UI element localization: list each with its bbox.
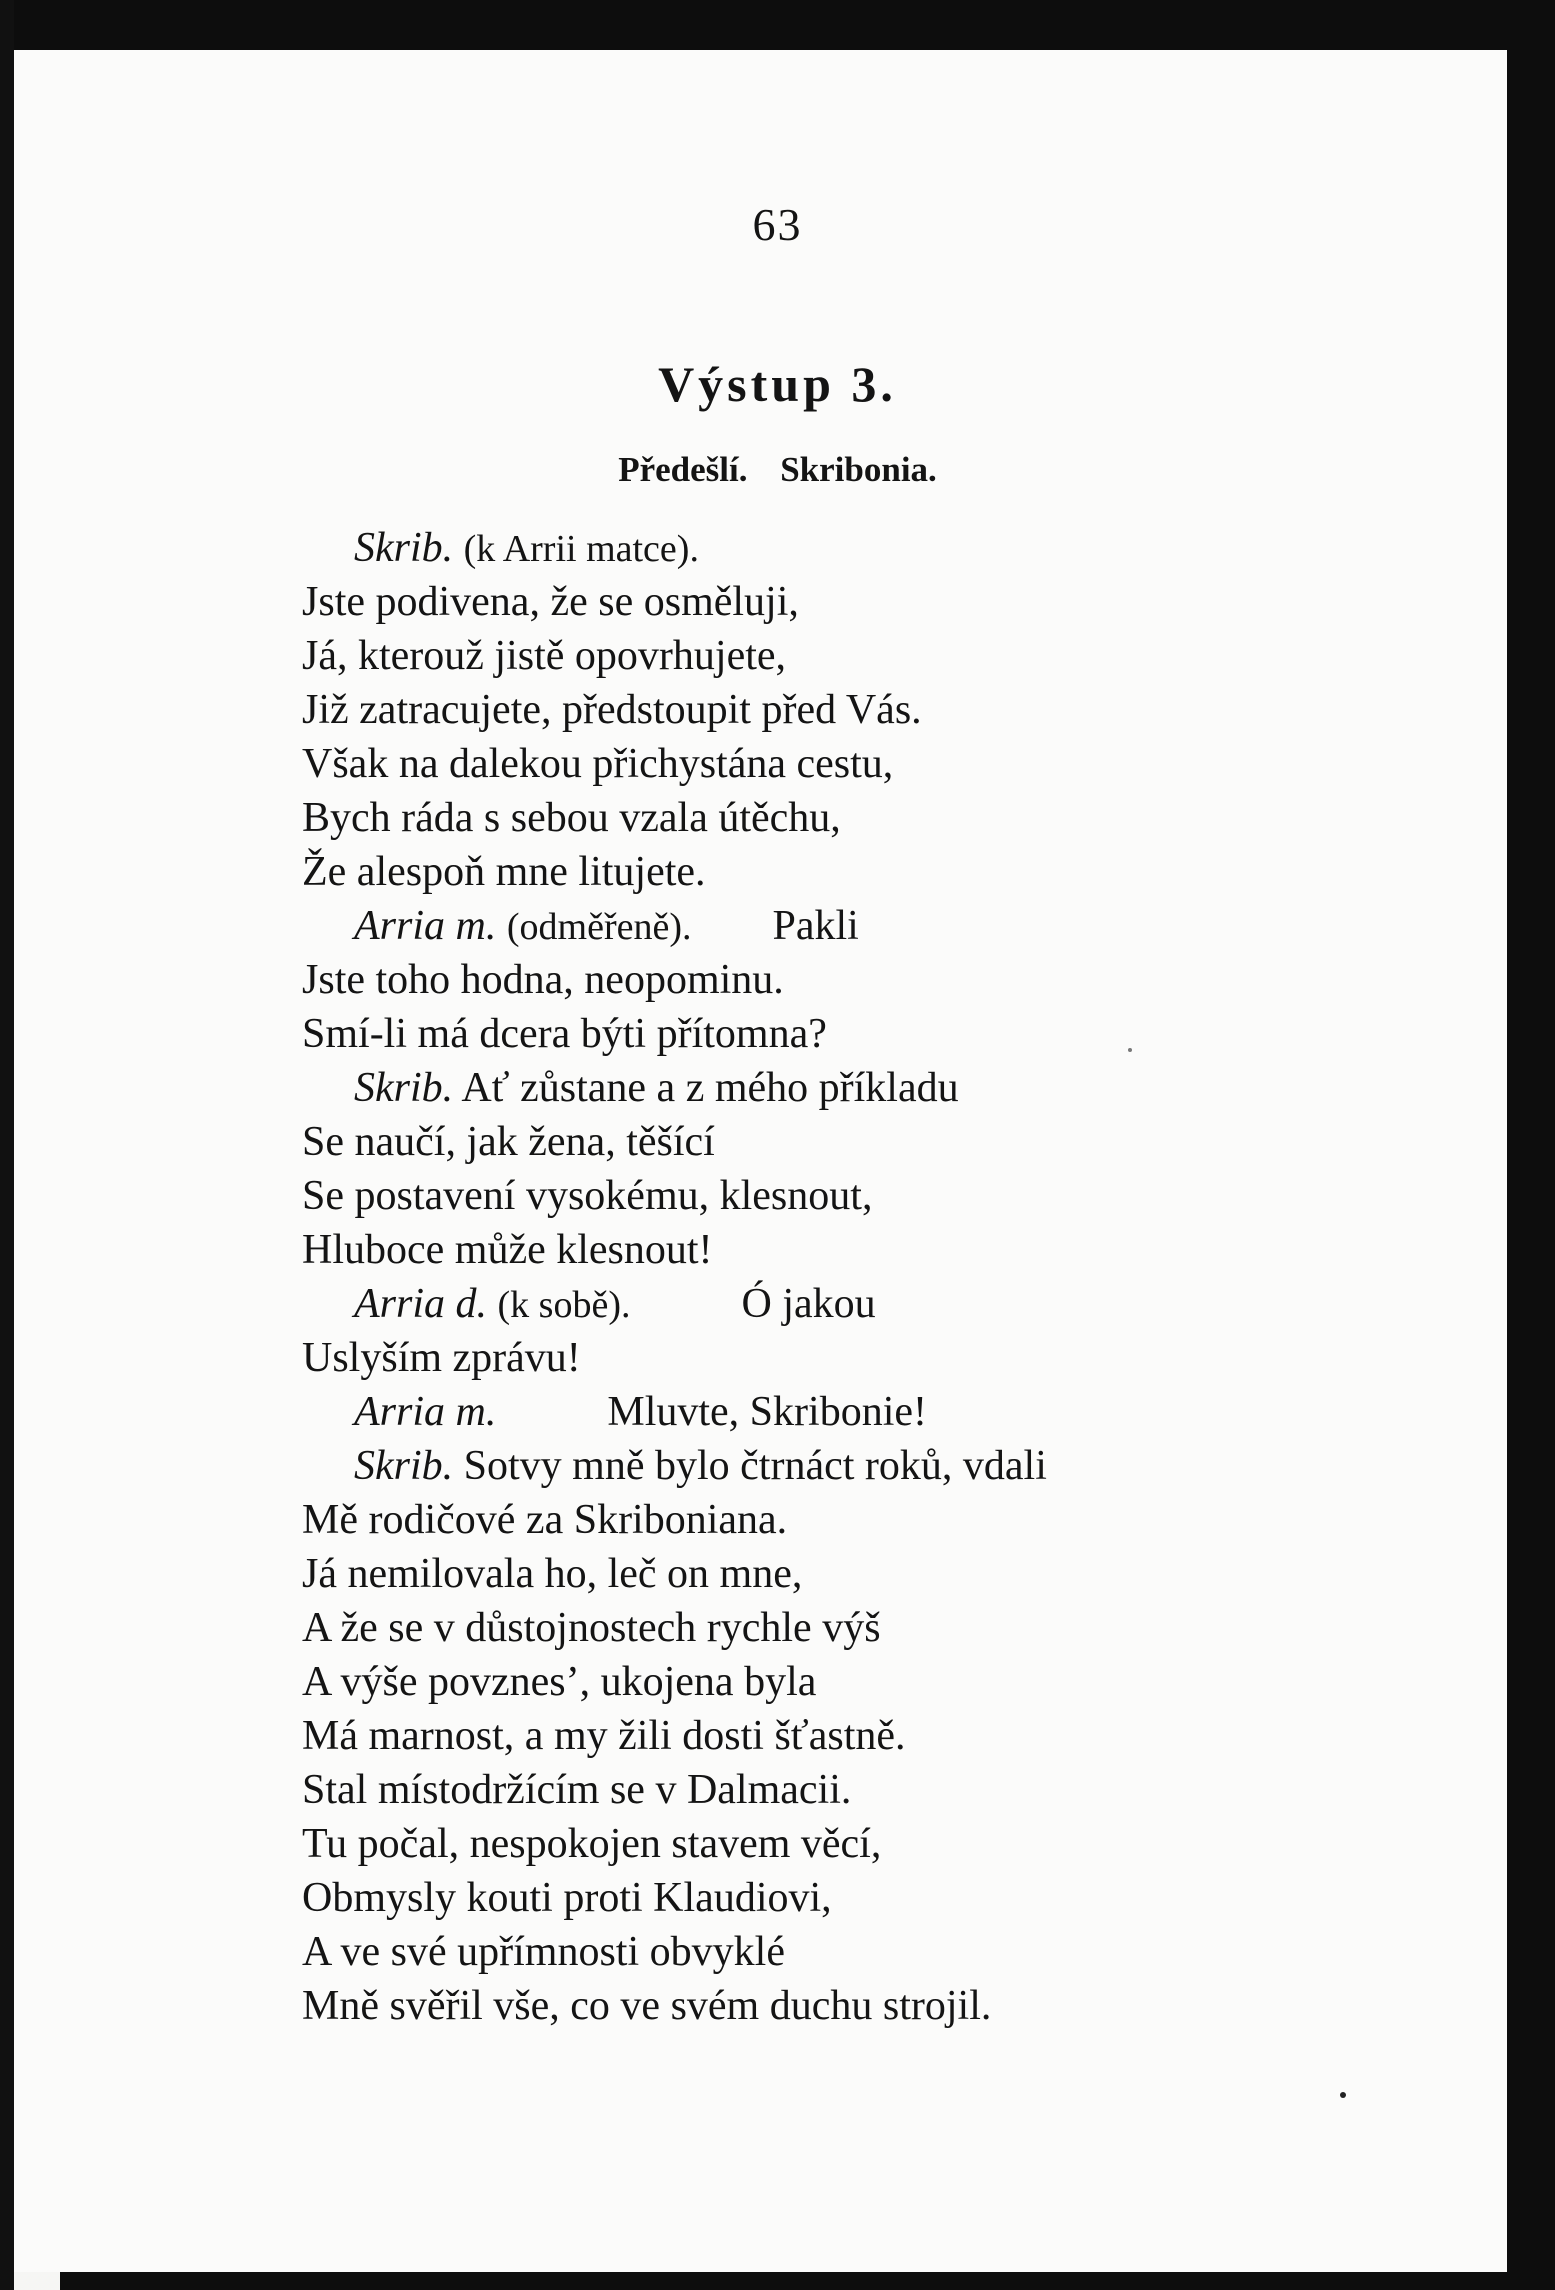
scan-border-bottom xyxy=(60,2272,1555,2290)
scene-persons: Předešlí. Skribonia. xyxy=(618,450,937,489)
ink-speck xyxy=(1340,2092,1346,2098)
speaker-label: Arria m. xyxy=(354,903,497,949)
verse-line xyxy=(354,1277,876,1331)
verse-line: Se postavení vysokému, klesnout, xyxy=(302,1173,873,1219)
verse-line: Mně svěřil vše, co ve svém duchu strojil. xyxy=(302,1983,992,2029)
verse-line: Obmysly kouti proti Klaudiovi, xyxy=(302,1875,832,1921)
scan-border-right xyxy=(1507,0,1555,2290)
verse-line: Tu počal, nespokojen stavem věcí, xyxy=(302,1821,882,1867)
scene-title: Výstup 3. xyxy=(658,356,897,412)
verse-line: Jste toho hodna, neopominu. xyxy=(302,957,784,1003)
verse-text: Sotvy mně bylo čtrnáct roků, vdali xyxy=(463,1443,1047,1489)
verse-line: Se naučí, jak žena, těšící xyxy=(302,1119,715,1165)
speaker-label: Arria m. xyxy=(354,1389,497,1435)
page-number: 63 xyxy=(752,199,803,250)
verse-line xyxy=(354,1061,959,1115)
verse-line: Však na dalekou přichystána cestu, xyxy=(302,741,894,787)
verse-line: A že se v důstojnostech rychle výš xyxy=(302,1605,881,1651)
speaker-label: Skrib. xyxy=(354,1443,454,1489)
verse-line xyxy=(354,1385,927,1439)
verse-line: Uslyším zprávu! xyxy=(302,1335,581,1381)
stage-direction: (k sobě). xyxy=(497,1284,631,1326)
scan-border-top xyxy=(0,0,1555,50)
verse-text: Ó jakou xyxy=(741,1281,876,1327)
verse-line: Já nemilovala ho, leč on mne, xyxy=(302,1551,803,1597)
stage-direction: (odměřeně). xyxy=(506,906,692,948)
speaker-label: Skrib. xyxy=(354,1065,454,1111)
ink-speck xyxy=(1128,1048,1132,1052)
verse-line: Já, kterouž jistě opovrhujete, xyxy=(302,633,787,679)
verse-line xyxy=(354,521,699,575)
scan-border-left xyxy=(0,0,14,2290)
verse-line: Stal místodržícím se v Dalmacii. xyxy=(302,1767,852,1813)
verse-line xyxy=(354,899,859,953)
verse-line: Jste podivena, že se osměluji, xyxy=(302,579,799,625)
verse-line: Již zatracujete, předstoupit před Vás. xyxy=(302,687,922,733)
verse-line: Bych ráda s sebou vzala útěchu, xyxy=(302,795,841,841)
verse-line: A výše povznes’, ukojena byla xyxy=(302,1659,817,1705)
verse-line: Má marnost, a my žili dosti šťastně. xyxy=(302,1713,906,1759)
speaker-label: Arria d. xyxy=(354,1281,488,1327)
verse-text: Pakli xyxy=(772,903,859,949)
verse-text: Ať zůstane a z mého příkladu xyxy=(461,1065,959,1111)
verse-line xyxy=(354,1439,1047,1493)
verse-line: Že alespoň mne litujete. xyxy=(302,849,706,895)
verse-line: Hluboce může klesnout! xyxy=(302,1227,713,1273)
speaker-label: Skrib. xyxy=(354,525,454,571)
verse-line: Mě rodičové za Skriboniana. xyxy=(302,1497,788,1543)
verse-line: A ve své upřímnosti obvyklé xyxy=(302,1929,785,1975)
stage-direction: (k Arrii matce). xyxy=(463,528,699,570)
verse-line: Smí-li má dcera býti přítomna? xyxy=(302,1011,827,1057)
verse-text: Mluvte, Skribonie! xyxy=(607,1389,927,1435)
